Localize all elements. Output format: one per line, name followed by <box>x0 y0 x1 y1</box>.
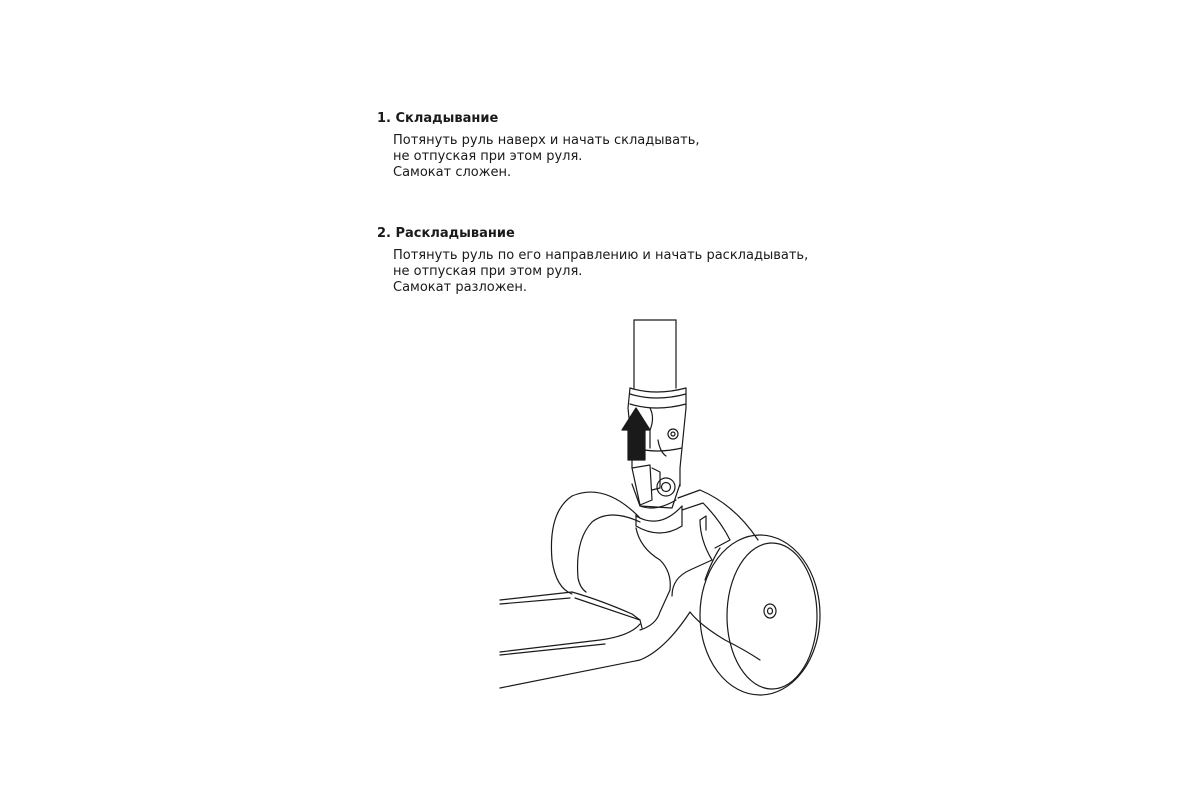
section-unfolding <box>377 225 808 296</box>
instruction-line: Потянуть руль наверх и начать складывать, <box>393 133 700 148</box>
instruction-line: не отпуская при этом руля. <box>393 264 583 279</box>
instruction-line: Самокат сложен. <box>393 165 512 180</box>
right-wheel <box>700 535 820 695</box>
handlebar-stem <box>628 320 686 486</box>
fold-clamp <box>632 465 682 533</box>
section-body <box>393 133 700 181</box>
instruction-line: Самокат разложен. <box>393 280 528 295</box>
section-body <box>393 248 808 296</box>
left-wheel <box>551 492 640 594</box>
scooter-deck <box>500 592 690 688</box>
scooter-illustration <box>490 310 840 700</box>
section-heading: 2. Раскладывание <box>377 226 515 241</box>
section-folding <box>377 110 700 181</box>
section-heading: 1. Складывание <box>377 111 499 126</box>
scooter-body <box>636 490 760 660</box>
instruction-line: Потянуть руль по его направлению и начать раскладывать, <box>393 248 809 263</box>
arrow-up-icon <box>622 408 650 460</box>
instruction-line: не отпуская при этом руля. <box>393 149 583 164</box>
